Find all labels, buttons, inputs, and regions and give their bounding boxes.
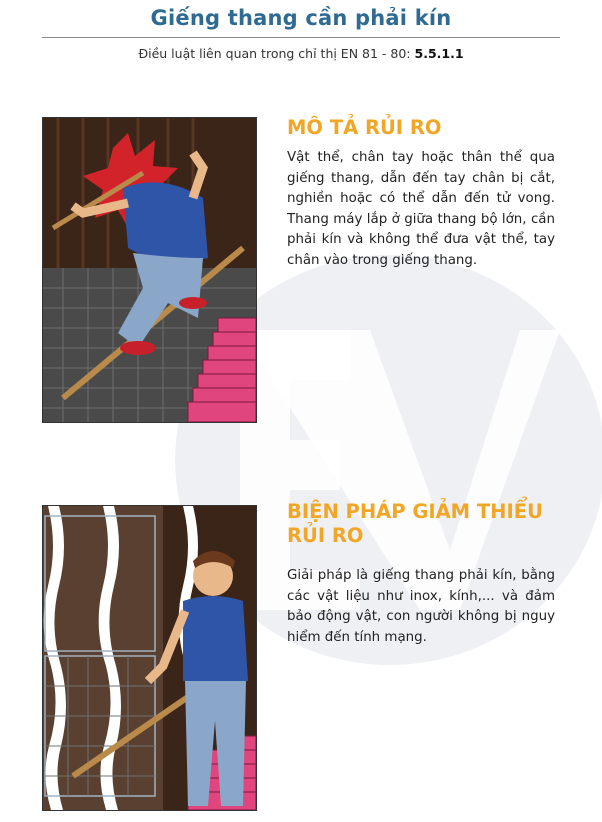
- regulation-prefix: Điều luật liên quan trong chỉ thị EN 81 - 80:: [138, 46, 415, 61]
- regulation-reference: [0, 46, 602, 61]
- risk-illustration: [42, 117, 257, 423]
- mitigation-illustration: [42, 505, 257, 811]
- mitigation-heading: BIỆN PHÁP GIẢM THIỂU RỦI RO: [287, 500, 543, 547]
- risk-heading: MÔ TẢ RỦI RO: [287, 116, 442, 139]
- title-divider: [42, 37, 560, 38]
- mitigation-description: Giải pháp là giếng thang phải kín, bằng các vật liệu như inox, kính,... và đảm bảo động vật, con người không bị nguy hiểm đến tính mạng.: [287, 568, 555, 645]
- regulation-code: 5.5.1.1: [414, 46, 464, 61]
- page-title: Giếng thang cần phải kín: [150, 6, 452, 30]
- risk-description: Vật thể, chân tay hoặc thân thể qua giếng thang, dẫn đến tay chân bị cắt, nghiền hoặc có thể dẫn đến tử vong. Thang máy lắp ở giữa thang bộ lớn, cần phải kín và không thể đưa vật thể, tay chân vào trong giếng thang.: [287, 150, 555, 268]
